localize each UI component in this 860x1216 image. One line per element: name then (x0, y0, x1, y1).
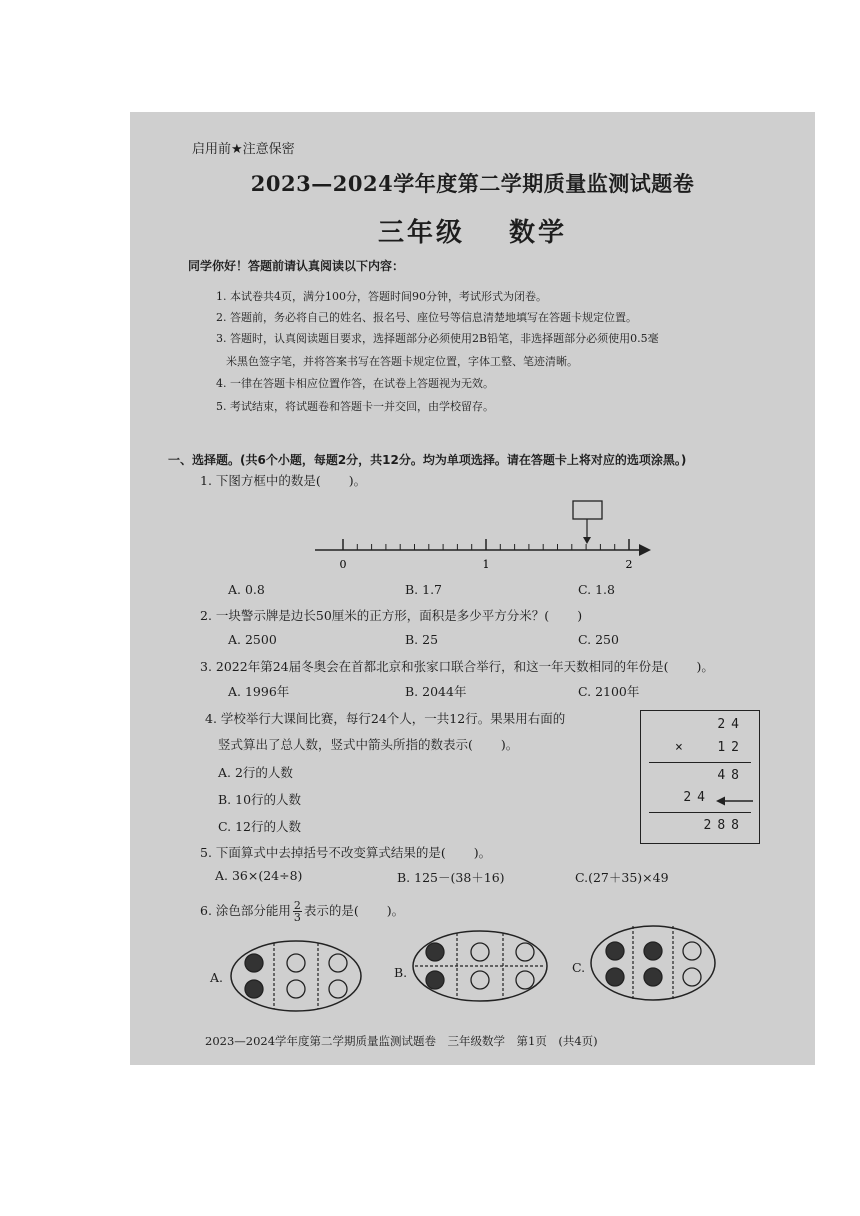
number-line (310, 497, 660, 577)
exam-page (130, 112, 815, 1065)
question-4-line1: 4. 学校举行大课间比赛，每行24个人，一共12行。果果用右面的 (205, 711, 566, 726)
q4-option-b: B. 10行的人数 (218, 792, 302, 807)
q2-option-b: B. 25 (405, 632, 439, 647)
fraction-two-thirds: $\frac{2}{3}$ (293, 899, 301, 924)
question-1-stem: 1. 下图方框中的数是( )。 (200, 473, 367, 488)
instruction-item: 4. 一律在答题卡相应位置作答，在试卷上答题视为无效。 (216, 377, 494, 390)
exam-subtitle (130, 212, 815, 249)
instruction-item: 5. 考试结束，将试题卷和答题卡一并交回，由学校留存。 (216, 400, 494, 413)
q1-option-c: C. 1.8 (578, 582, 615, 597)
multiplicand: 24 (717, 717, 745, 732)
page-footer: 2023—2024学年度第二学期质量监测试题卷 三年级数学 第1页 (共4页) (205, 1034, 598, 1048)
section-heading: 一、选择题。(共6个小题，每题2分，共12分。均为单项选择。请在答题卡上将对应的选项涂黑。) (168, 453, 687, 467)
pointer-arrow-icon (716, 795, 754, 807)
partial-product-1: 48 (717, 768, 745, 783)
confidential-label: 启用前★注意保密 (192, 142, 295, 157)
instruction-item: 1. 本试卷共4页，满分100分，答题时间90分钟，考试形式为闭卷。 (216, 290, 547, 303)
instructions-greeting: 同学你好！答题前请认真阅读以下内容： (188, 259, 405, 273)
instruction-item: 2. 答题前，务必将自己的姓名、报名号、座位号等信息清楚地填写在答题卡规定位置。 (216, 311, 637, 324)
exam-title: 2023—2024学年度第二学期质量监测试题卷 (250, 171, 695, 196)
question-6-stem: 6. 涂色部分能用 $\frac{2}{3}$ 表示的是( )。 (200, 899, 405, 924)
q1-option-b: B. 1.7 (405, 582, 443, 597)
q5-option-b: B. 125－(38＋16) (397, 870, 505, 885)
final-product: 288 (703, 818, 745, 833)
q6-option-a-label: A. (210, 970, 224, 985)
q6-option-b-label: B. (394, 965, 408, 980)
q5-option-a: A. 36×(24÷8) (215, 868, 303, 883)
q3-option-c: C. 2100年 (578, 684, 640, 699)
q4-option-c: C. 12行的人数 (218, 819, 301, 834)
divider-line (649, 762, 751, 763)
instruction-item: 米黑色签字笔，并将答案书写在答题卡规定位置，字体工整、笔迹清晰。 (226, 355, 578, 368)
q3-option-b: B. 2044年 (405, 684, 467, 699)
q2-option-c: C. 250 (578, 632, 619, 647)
question-3-stem: 3. 2022年第24届冬奥会在首都北京和张家口联合举行，和这一年天数相同的年份是( )。 (200, 659, 714, 674)
q3-option-a: A. 1996年 (228, 684, 290, 699)
tick-label-1: 1 (482, 558, 490, 571)
q5-option-c: C.(27＋35)×49 (575, 870, 669, 885)
partial-product-2: 24 (683, 790, 711, 805)
subject-label: 数学 (509, 218, 568, 248)
answer-box (573, 501, 602, 519)
q4-option-a: A. 2行的人数 (218, 765, 293, 780)
tick-label-2: 2 (625, 558, 633, 571)
q6-figure-b (410, 928, 550, 1004)
instruction-item: 3. 答题时，认真阅读题目要求，选择题部分必须使用2B铅笔，非选择题部分必须使用0.5毫 (216, 332, 659, 345)
pointer-arrow-head (583, 537, 591, 544)
q6-figure-a (228, 938, 364, 1014)
tick-label-0: 0 (339, 558, 347, 571)
multiplier: 12 (717, 740, 745, 755)
question-2-stem: 2. 一块警示牌是边长50厘米的正方形，面积是多少平方分米？( ) (200, 608, 583, 623)
divider-line (649, 812, 751, 813)
question-4-line2: 竖式算出了总人数，竖式中箭头所指的数表示( )。 (218, 737, 519, 752)
q6-figure-c (588, 923, 718, 1003)
multiply-sign: × (675, 740, 689, 755)
q1-option-a: A. 0.8 (228, 582, 265, 597)
q6-option-c-label: C. (572, 960, 586, 975)
grade-label: 三年级 (377, 218, 465, 248)
question-5-stem: 5. 下面算式中去掉括号不改变算式结果的是( )。 (200, 845, 492, 860)
vertical-multiplication (640, 710, 760, 844)
q2-option-a: A. 2500 (228, 632, 277, 647)
